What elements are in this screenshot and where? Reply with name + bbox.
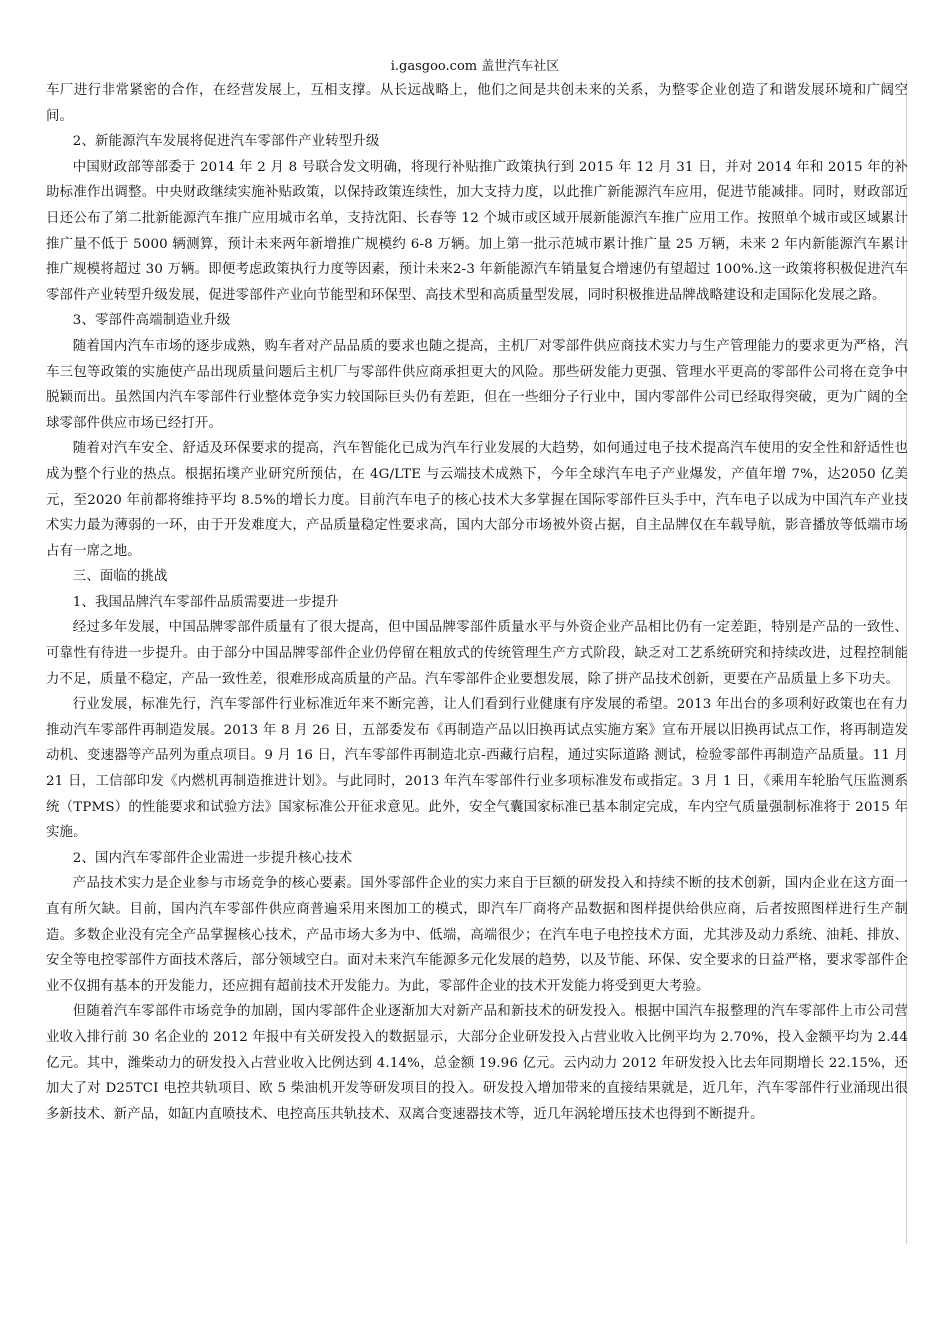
paragraph-quality-requirements: 随着国内汽车市场的逐步成熟，购车者对产品品质的要求也随之提高，主机厂对零部件供应商技术实力与生产管理能力的要求更为严格，汽车三包等政策的实施使产品出现质量问题后主机厂与零部件供应商承担更大的风险。那些研发能力更强、管理水平更高的零部件公司将在竞争中脱颖而出。虽然国内汽车零部件行业整体竞争实力较国际巨头仍有差距，但在一些细分子行业中，国内零部件公司已经取得突破，更为广阔的全球零部件供应市场已经打开。 <box>46 338 908 431</box>
paragraph-quality-gap: 经过多年发展，中国品牌零部件质量有了很大提高，但中国品牌零部件质量水平与外资企业产品相比仍有一定差距，特别是产品的一致性、可靠性有待进一步提升。由于部分中国品牌零部件企业仍停留在粗放式的传统管理生产方式阶段，缺乏对工艺系统研究和持续改进，过程控制能力不足，质量不稳定，产品一致性差，很难形成高质量的产品。汽车零部件企业要想发展，除了拼产品技术创新，更要在产品质量上多下功夫。 <box>46 620 908 687</box>
section-heading-challenges: 三、面临的挑战 <box>72 569 168 585</box>
paragraph-continuation: 车厂进行非常紧密的合作，在经营发展上，互相支撑。从长远战略上，他们之间是共创未来的关系，为整零企业创造了和谐发展环境和广阔空间。 <box>46 83 908 124</box>
paragraph-subsidy-policy: 中国财政部等部委于 2014 年 2 月 8 号联合发文明确，将现行补贴推广政策执行到 2015 年 12 月 31 日，并对 2014 年和 2015 年的补助标准作出调整。中央财政继续实施补贴政策，以保持政策连续性，加大支持力度，以此推广新能源汽车应用，促进节能减排。同时，财政部近日还公布了第二批新能源汽车推广应用城市名单，支持沈阳、长春等 12 个城市或区域开展新能源汽车推广应用工作。按照单个城市或区域累计推广量不低于 5000 辆测算，预计未来两年新增推广规模约 6-8 万辆。加上第一批示范城市累计推广量 25 万辆，未来 2 年内新能源汽车累计推广规模将超过 30 万辆。即便考虑政策执行力度等因素，预计未来2-3 年新能源汽车销量复合增速仍有望超过 100%.这一政策将积极促进汽车零部件产业转型升级发展，促进零部件产业向节能型和环保型、高技术型和高质量型发展，同时积极推进品牌战略建设和走国际化发展之路。 <box>46 159 908 303</box>
paragraph-automotive-electronics: 随着对汽车安全、舒适及环保要求的提高，汽车智能化已成为汽车行业发展的大趋势，如何通过电子技术提高汽车使用的安全性和舒适性也成为整个行业的热点。根据拓墣产业研究所预估，在 4G/LTE 与云端技术成熟下，今年全球汽车电子产业爆发，产值年增 7%，达2050 亿美元，至2020 年前都将维持平均 8.5%的增长力度。目前汽车电子的核心技术大多掌握在国际零部件巨头手中，汽车电子以成为中国汽车产业技术实力最为薄弱的一环，由于开发难度大，产品质量稳定性要求高，国内大部分市场被外资占据，自主品牌仅在车载导航，影音播放等低端市场占有一席之地。 <box>46 441 908 559</box>
section-heading-new-energy: 2、新能源汽车发展将促进汽车零部件产业转型升级 <box>72 134 380 150</box>
section-heading-brand-quality: 1、我国品牌汽车零部件品质需要进一步提升 <box>72 594 339 610</box>
document-body <box>46 78 908 1127</box>
page-header: i.gasgoo.com 盖世汽车社区 <box>390 59 560 74</box>
section-heading-high-end-manufacturing: 3、零部件高端制造业升级 <box>72 313 231 329</box>
paragraph-rd-investment: 但随着汽车零部件市场竞争的加剧，国内零部件企业逐渐加大对新产品和新技术的研发投入。根据中国汽车报整理的汽车零部件上市公司营业收入排行前 30 名企业的 2012 年报中有关研发投入的数据显示，大部分企业研发投入占营业收入比例平均为 2.70%，投入金额平均为 2.44 亿元。其中，潍柴动力的研发投入占营业收入比例达到 4.14%，总金额 19.96 亿元。云内动力 2012 年研发投入比去年同期增长 22.15%，还加大了对 D25TCI 电控共轨项目、欧 5 柴油机开发等研发项目的投入。研发投入增加带来的直接结果就是，近几年，汽车零部件行业涌现出很多新技术、新产品，如缸内直喷技术、电控高压共轨技术、双离合变速器技术等，近几年涡轮增压技术也得到不断提升。 <box>46 1004 908 1122</box>
paragraph-technology-strength: 产品技术实力是企业参与市场竞争的核心要素。国外零部件企业的实力来自于巨额的研发投入和持续不断的技术创新，国内企业在这方面一直有所欠缺。目前，国内汽车零部件供应商普遍采用来图加工的模式，即汽车厂商将产品数据和图样提供给供应商，后者按照图样进行生产制造。多数企业没有完全产品掌握核心技术，产品市场大多为中、低端，高端很少；在汽车电子电控技术方面，尤其涉及动力系统、油耗、排放、安全等电控零部件方面技术落后，部分领域空白。面对未来汽车能源多元化发展的趋势，以及节能、环保、安全要求的日益严格，要求零部件企业不仅拥有基本的开发能力，还应拥有超前技术开发能力。为此，零部件企业的技术开发能力将受到更大考验。 <box>46 876 908 994</box>
paragraph-industry-standards: 行业发展，标准先行，汽车零部件行业标准近年来不断完善，让人们看到行业健康有序发展的希望。2013 年出台的多项利好政策也在有力推动汽车零部件再制造发展。2013 年 8 月 26 日，五部委发布《再制造产品以旧换再试点实施方案》宣布开展以旧换再试点工作，将再制造发动机、变速器等产品列为重点项目。9 月 16 日，汽车零部件再制造北京-西藏行启程，通过实际道路 测试，检验零部件再制造产品质量。11 月 21 日，工信部印发《内燃机再制造推进计划》。与此同时，2013 年汽车零部件行业多项标准发布或指定。3 月 1 日，《乘用车轮胎气压监测系统（TPMS）的性能要求和试验方法》国家标准公开征求意见。此外，安全气囊国家标准已基本制定完成，车内空气质量强制标准将于 2015 年实施。 <box>46 697 908 841</box>
section-heading-core-technology: 2、国内汽车零部件企业需进一步提升核心技术 <box>72 850 353 866</box>
